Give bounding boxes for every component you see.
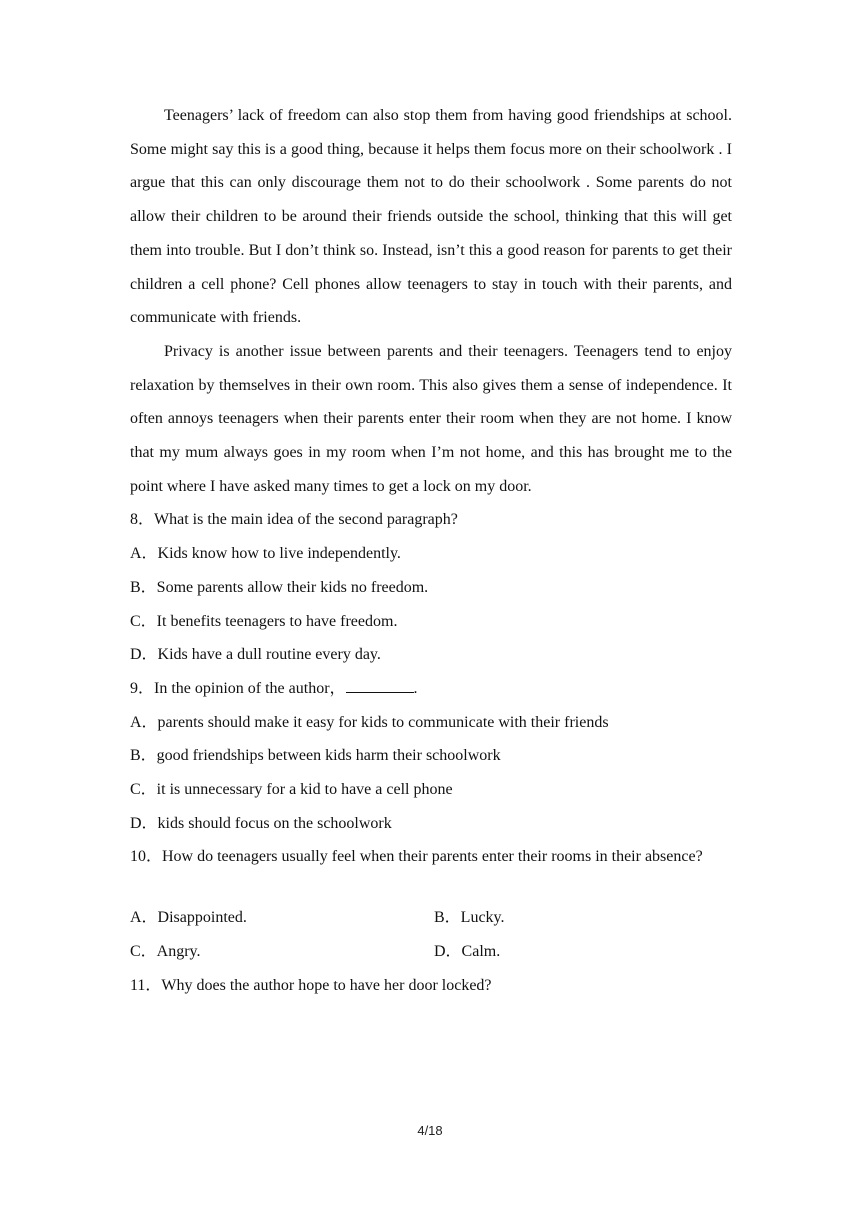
question-8-option-d: D．Kids have a dull routine every day. (130, 646, 381, 664)
question-9-stem (130, 672, 732, 706)
question-9-option-c: C．it is unnecessary for a kid to have a cell phone (130, 781, 453, 799)
question-10-options-row-2 (130, 935, 732, 969)
question-9-stem-end: . (413, 679, 418, 697)
question-10-option-b: B．Lucky. (434, 909, 505, 927)
spacer (130, 874, 732, 901)
question-10-option-c: C．Angry. (130, 942, 201, 960)
question-11 (130, 969, 732, 1003)
question-10-options-row-1 (130, 901, 732, 935)
question-9-option-b: B．good friendships between kids harm their schoolwork (130, 747, 501, 765)
question-8-option-b: B．Some parents allow their kids no freedom. (130, 578, 429, 596)
question-11-stem: 11．Why does the author hope to have her door locked? (130, 976, 492, 994)
question-9-stem-text: 9．In the opinion of the author， (130, 679, 346, 697)
passage-paragraph-2: Privacy is another issue between parents and their teenagers. Teenagers tend to enjoy relaxation by themselves in their own room. This also gives them a sense of independence. It often annoys teenagers when their parents enter their room when they are not home. I know that my mum always goes in my room when I’m not home, and this has brought me to the point where I have asked many times to get a lock on my door. (130, 342, 732, 495)
answer-blank (346, 678, 414, 693)
document-page (130, 99, 732, 1002)
passage-paragraph-1: Teenagers’ lack of freedom can also stop them from having good friendships at school. Some might say this is a good thing, because it helps them focus more on their schoolwork . I argue that this can only discourage them not to do their schoolwork . Some parents do not allow their children to be around their friends outside the school, thinking that this will get them into trouble. But I don’t think so. Instead, isn’t this a good reason for parents to get their children a cell phone? Cell phones allow teenagers to stay in touch with their parents, and communicate with friends. (130, 107, 732, 327)
question-10-stem: 10．How do teenagers usually feel when their parents enter their rooms in their absence? (130, 848, 703, 866)
question-10-option-a: A．Disappointed. (130, 909, 247, 927)
question-10 (130, 840, 732, 968)
question-8 (130, 503, 732, 672)
question-9 (130, 672, 732, 841)
page-number: 4/18 (417, 1123, 443, 1138)
question-9-option-a: A．parents should make it easy for kids to communicate with their friends (130, 713, 609, 731)
question-9-option-d: D．kids should focus on the schoolwork (130, 814, 392, 832)
question-8-option-c: C．It benefits teenagers to have freedom. (130, 612, 398, 630)
question-8-option-a: A．Kids know how to live independently. (130, 545, 401, 563)
question-8-stem: 8．What is the main idea of the second paragraph? (130, 511, 458, 529)
question-10-option-d: D．Calm. (434, 942, 501, 960)
